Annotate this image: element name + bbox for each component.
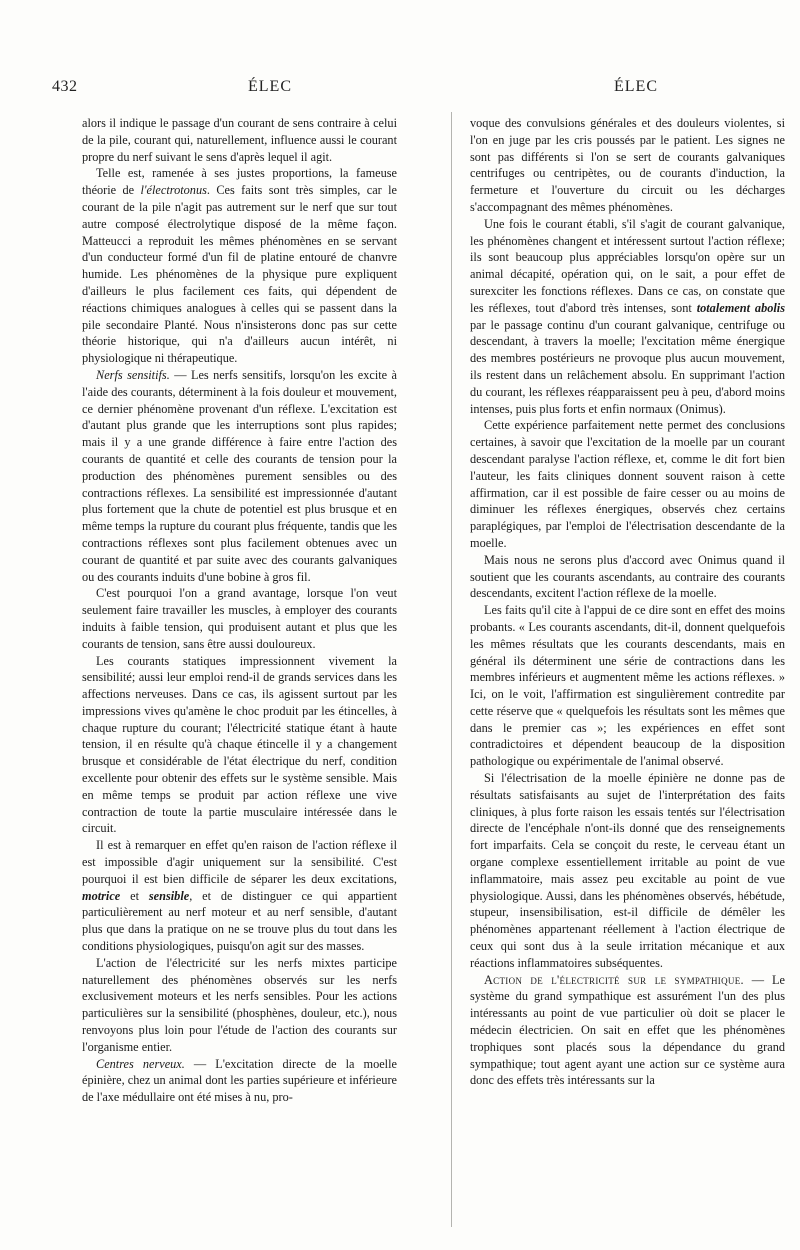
paragraph (470, 602, 785, 770)
paragraph-text: , et de distinguer ce qui appartient particulièrement au nerf moteur et au nerf sensible, d'autant plus que dans la pratique on ne se trouve plus du tout dans les conditions physiologiques, puisqu'on agit sur des masses. (82, 888, 397, 954)
paragraph (82, 653, 397, 838)
paragraph-text: Les faits qu'il cite à l'appui de ce dire sont en effet des moins probants. « Les courants ascendants, dit-il, donnent quelquefois les mêmes résultats que les courants descendants, mais en général ils déterminent une série de contractions dans les membres inférieurs et augmentent même les actions réflexes. » Ici, on le voit, l'affirmation est singulièrement contredite par cette réserve que « quelquefois les résultats sont les mêmes que dans le premier cas »; les expériences en effet sont contradictoires et dépendent beaucoup de la disposition pathologique ou expérimentale de l'animal observé. (470, 603, 785, 769)
paragraph (470, 552, 785, 602)
paragraph (82, 1056, 397, 1106)
paragraph (82, 115, 397, 165)
paragraph-text: voque des convulsions générales et des douleurs violentes, si l'on en juge par les cris poussés par le patient. Les signes ne sont pas différents si l'on se sert de courants galvaniques centrifuges ou centripètes, ou de courants d'induction, la fermeture et l'ouverture du circuit ou les décharges s'accompagnant des mêmes phénomènes. (470, 116, 785, 214)
paragraph-text: — Le système du grand sympathique est assurément l'un des plus intéressants au point de vue particulier où doit se placer le médecin électricien. On sait en effet que les phénomènes trophiques sont placés sous la dépendance du grand sympathique; tout agent ayant une action sur ce système aura donc des effets très intéressants sur la (470, 972, 785, 1088)
paragraph-text: L'action de l'électricité sur les nerfs mixtes participe naturellement des phénomènes observés sur les nerfs exclusivement moteurs et les nerfs sensibles. Pour les actions particulières sur la sensibilité (phosphènes, douleur, etc.), nous renvoyons plus loin pour l'étude de l'action des courants sur l'organisme entier. (82, 955, 397, 1054)
paragraph-text: . Ces faits sont très simples, car le courant de la pile n'agit pas autrement sur le nerf que sur tout autre composé électrolytique disposé de la même façon. Matteucci a reproduit les mêmes phénomènes en se servant d'un conducteur formé d'un fil de platine entouré de chanvre humide. Les phénomènes de la physique pure expliquent d'ailleurs le plus facilement ces faits, qui dépendent de réactions chimiques analogues à celles qui se passent dans la pile secondaire Planté. Nous n'insisterons donc pas sur cette théorie historique, qui n'a d'ailleurs aucun intérêt, ni physiologique ni thérapeutique. (82, 183, 397, 366)
paragraph-text: par le passage continu d'un courant galvanique, centrifuge ou descendant, à travers la moelle; l'excitation même énergique des membres postérieurs ne provoque plus aucun mouvement, ils restent dans un relâchement absolu. En supprimant l'action du courant, les réflexes réapparaissent peu à peu, d'abord moins intenses, puis plus forts et enfin normaux (Onimus). (470, 317, 785, 416)
paragraph-text: Les courants statiques impressionnent vivement la sensibilité; aussi leur emploi rend-il de grands services dans les affections nerveuses. Dans ce cas, ils agissent surtout par les impressions vives qu'amène le choc produit par les étincelles, à chaque rupture du courant; l'électricité statique étant à haute tension, il en résulte qu'à chaque étincelle il y a changement brusque et considérable de l'état électrique du nerf, condition excellente pour obtenir des effets sur le système sensible. Mais en même temps se produit par action réflexe une vive contraction de toute la partie musculaire intéressée dans le circuit. (82, 653, 397, 836)
paragraph (470, 115, 785, 216)
paragraph-text: Telle est, ramenée à ses justes proportions, la fameuse théorie de (82, 166, 397, 198)
page-number: 432 (52, 78, 78, 95)
column-divider (451, 112, 452, 1227)
section-heading: Action de l'électricité sur le sympathique. (484, 972, 744, 987)
paragraph-text: alors il indique le passage d'un courant de sens contraire à celui de la pile, courant qui, naturellement, influence aussi le courant propre du nerf suivant le sens d'après lequel il agit. (82, 116, 397, 164)
italic-term: sensible (148, 888, 190, 903)
paragraph-text: Il est à remarquer en effet qu'en raison de l'action réflexe il est impossible d'agir uniquement sur la sensibilité. C'est pourquoi il est bien difficile de séparer les deux excitations, (82, 838, 397, 886)
italic-term: motrice (82, 888, 121, 903)
paragraph-text: Si l'électrisation de la moelle épinière ne donne pas de résultats satisfaisants au sujet de l'interprétation des faits cliniques, à plus forte raison les essais tentés sur l'électrisation directe de l'encéphale n'ont-ils donné que des renseignements fort imparfaits. Cela se conçoit du reste, le cerveau étant un organe complexe essentiellement irritable au point de vue inflammatoire, mais assez peu excitable au point de vue physiologique. Aussi, dans les phénomènes observés, hébétude, stupeur, insensibilisation, est-il difficile de démêler les phénomènes appartenant réellement à l'action électrique de ceux qui sont dus à la seule irritation mécanique et aux réactions inflammatoires subséquentes. (470, 771, 785, 970)
running-header (52, 78, 790, 102)
right-column (470, 115, 785, 1230)
paragraph (470, 216, 785, 418)
italic-term: l'électrotonus (140, 183, 207, 198)
paragraph (470, 972, 785, 1090)
paragraph-text: — L'excitation directe de la moelle épinière, chez un animal dont les parties supérieure et inférieure de l'axe médullaire ont été mises à nu, pro- (82, 1056, 397, 1105)
section-heading: Nerfs sensitifs. (96, 367, 170, 382)
paragraph-text: Cette expérience parfaitement nette permet des conclusions certaines, à savoir que l'excitation de la moelle par un courant descendant paralyse l'action réflexe, et, comme le dit fort bien l'auteur, les faits cliniques donnent souvent raison à cette affirmation, car il est possible de faire cesser ou au moins de diminuer les réflexes énergiques, observés chez certains paraplégiques, par l'emploi de l'électrisation descendante de la moelle. (470, 418, 785, 550)
paragraph-text: — Les nerfs sensitifs, lorsqu'on les excite à l'aide des courants, déterminent à la fois douleur et mouvement, ce dernier phénomène provenant d'un réflexe. L'excitation est d'autant plus grande que les interruptions sont plus rapides; mais il y a une grande différence à faire entre l'action des courants de quantité et celle des courants de tension pour la production des phénomènes purement sensibles ou des contractions réflexes. La sensibilité est impressionnée d'autant plus fortement que la chute de potentiel est plus brusque et en même temps la rupture du courant plus fréquente, tandis que les contractions réflexes sont plus facilement obtenues avec un courant de quantité et par suite avec des courants galvaniques ou des courants induits d'une bobine à gros fil. (82, 367, 397, 584)
paragraph (82, 585, 397, 652)
paragraph (82, 165, 397, 367)
section-heading: Centres nerveux. (96, 1056, 185, 1071)
paragraph (470, 770, 785, 972)
paragraph-text: Une fois le courant établi, s'il s'agit de courant galvanique, les phénomènes changent et intéressent surtout l'action réflexe; ils sont beaucoup plus appréciables lorsqu'on opère sur un animal décapité, opération qui, on le sait, a pour effet de surexciter les fonctions réflexes. Dans ce cas, on constate que les réflexes, tout d'abord très intenses, sont (470, 216, 785, 315)
paragraph (82, 955, 397, 1056)
running-head-right: ÉLEC (614, 78, 658, 95)
paragraph-text: et (120, 888, 149, 903)
running-head-left: ÉLEC (248, 78, 292, 95)
italic-term: totalement abolis (696, 300, 785, 315)
paragraph (82, 367, 397, 585)
left-column (82, 115, 397, 1230)
paragraph-text: C'est pourquoi l'on a grand avantage, lorsque l'on veut seulement faire travailler les muscles, à employer des courants induits à faible tension, qui produisent autant et plus que les courants de tension, sans être aussi douloureux. (82, 586, 397, 651)
paragraph (470, 417, 785, 551)
paragraph (82, 837, 397, 955)
paragraph-text: Mais nous ne serons plus d'accord avec Onimus quand il soutient que les courants ascendants, au contraire des courants descendants, excitent l'action réflexe de la moelle. (470, 552, 785, 601)
